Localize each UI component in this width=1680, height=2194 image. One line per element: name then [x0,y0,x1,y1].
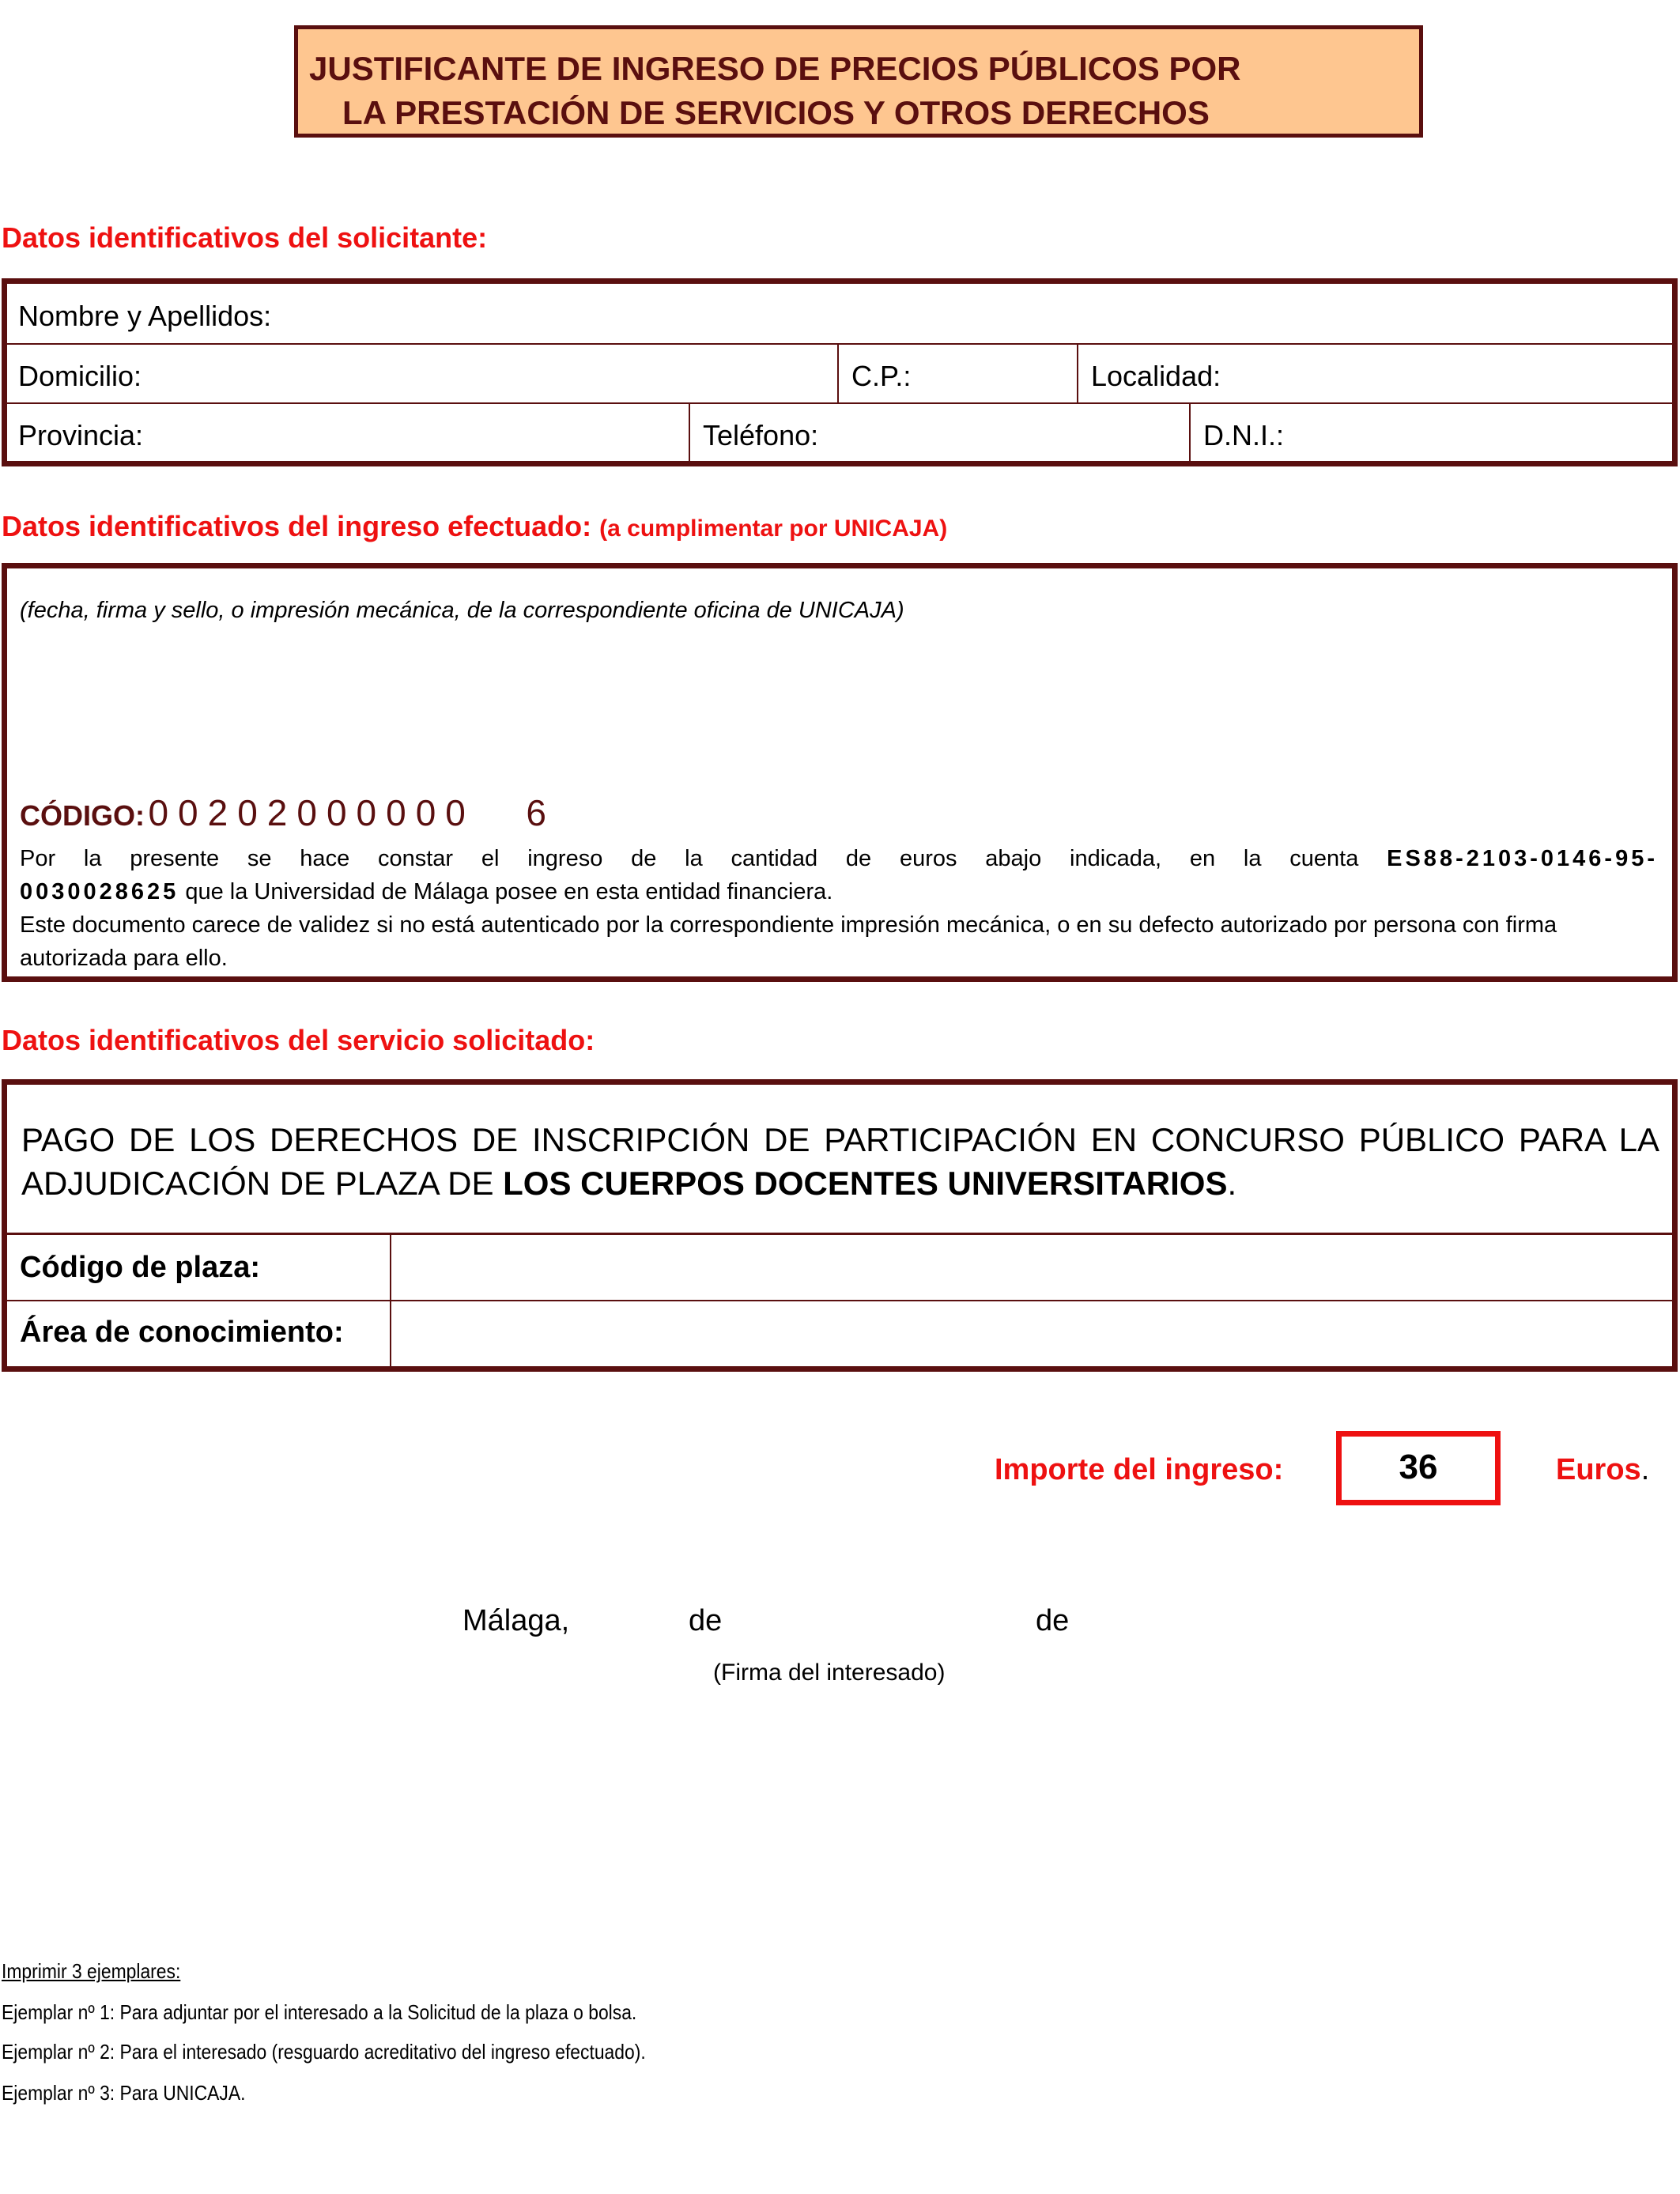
provincia-field[interactable]: Provincia: [18,419,144,451]
ingreso-heading-text: Datos identificativos del ingreso efectuado: [2,510,592,542]
footer-item-2: Ejemplar nº 2: Para el interesado (resguardo acreditativo del ingreso efectuado). [2,2040,646,2064]
service-description [21,1118,1659,1205]
service-description-main: PAGO DE LOS DERECHOS DE INSCRIPCIÓN DE PARTICIPACIÓN EN CONCURSO PÚBLICO PARA LA ADJUDICACIÓN DE PLAZA DE [21,1121,1659,1202]
service-description-end: . [1227,1165,1237,1202]
solicitante-table [2,278,1678,466]
codigo-digit: 6 [526,792,556,833]
currency-label: Euros [1556,1453,1641,1486]
nombre-field[interactable]: Nombre y Apellidos: [18,300,272,332]
currency [1556,1453,1649,1487]
solicitante-heading: Datos identificativos del solicitante: [2,221,488,254]
ingreso-text-1: Por la presente se hace constar el ingreso de la cantidad de euros abajo indicada, en la cuenta [20,846,1359,871]
ingreso-text [20,842,1658,975]
firma-de-2: de [1036,1604,1070,1637]
importe-label: Importe del ingreso: [995,1453,1284,1486]
servicio-box [2,1079,1678,1372]
codigo-label: CÓDIGO: [20,799,145,832]
telefono-field[interactable]: Teléfono: [703,419,819,451]
title-line-2: LA PRESTACIÓN DE SERVICIOS Y OTROS DERECHOS [342,94,1210,131]
ingreso-heading [2,510,947,543]
domicilio-field[interactable]: Domicilio: [18,360,142,392]
footer-heading: Imprimir 3 ejemplares: [2,1959,181,1983]
codigo-value: 00202000000 [148,792,475,833]
codigo-plaza-label: Código de plaza: [20,1251,260,1284]
document-title [294,25,1423,138]
firma-de-1: de [689,1604,723,1637]
codigo-row [20,791,556,834]
currency-dot: . [1640,1453,1650,1486]
ingreso-text-3: Este documento carece de validez si no está autenticado por la correspondiente impresión mecánica, o en su defecto autorizado por persona con firma autorizada para ello. [20,912,1557,971]
firma-note: (Firma del interesado) [713,1660,946,1686]
account-number-part1: ES88-2103-0146-95- [1387,846,1658,871]
firma-city: Málaga, [462,1604,570,1637]
stamp-note: (fecha, firma y sello, o impresión mecánica, de la correspondiente oficina de UNICAJA) [20,598,904,623]
importe-value: 36 [1336,1431,1501,1505]
footer-item-3: Ejemplar nº 3: Para UNICAJA. [2,2081,246,2105]
cp-field[interactable]: C.P.: [851,360,912,392]
ingreso-heading-note: (a cumplimentar por UNICAJA) [599,515,948,542]
service-description-bold: LOS CUERPOS DOCENTES UNIVERSITARIOS [503,1165,1228,1202]
localidad-field[interactable]: Localidad: [1091,360,1221,392]
ingreso-text-2: que la Universidad de Málaga posee en esta entidad financiera. [185,879,833,904]
servicio-heading: Datos identificativos del servicio solicitado: [2,1024,595,1056]
title-line-1: JUSTIFICANTE DE INGRESO DE PRECIOS PÚBLICOS POR [309,50,1241,87]
area-label: Área de conocimiento: [20,1316,344,1349]
footer-item-1: Ejemplar nº 1: Para adjuntar por el interesado a la Solicitud de la plaza o bolsa. [2,2000,637,2024]
dni-field[interactable]: D.N.I.: [1203,419,1285,451]
account-number-part2: 0030028625 [20,879,179,904]
ingreso-box [2,563,1678,982]
